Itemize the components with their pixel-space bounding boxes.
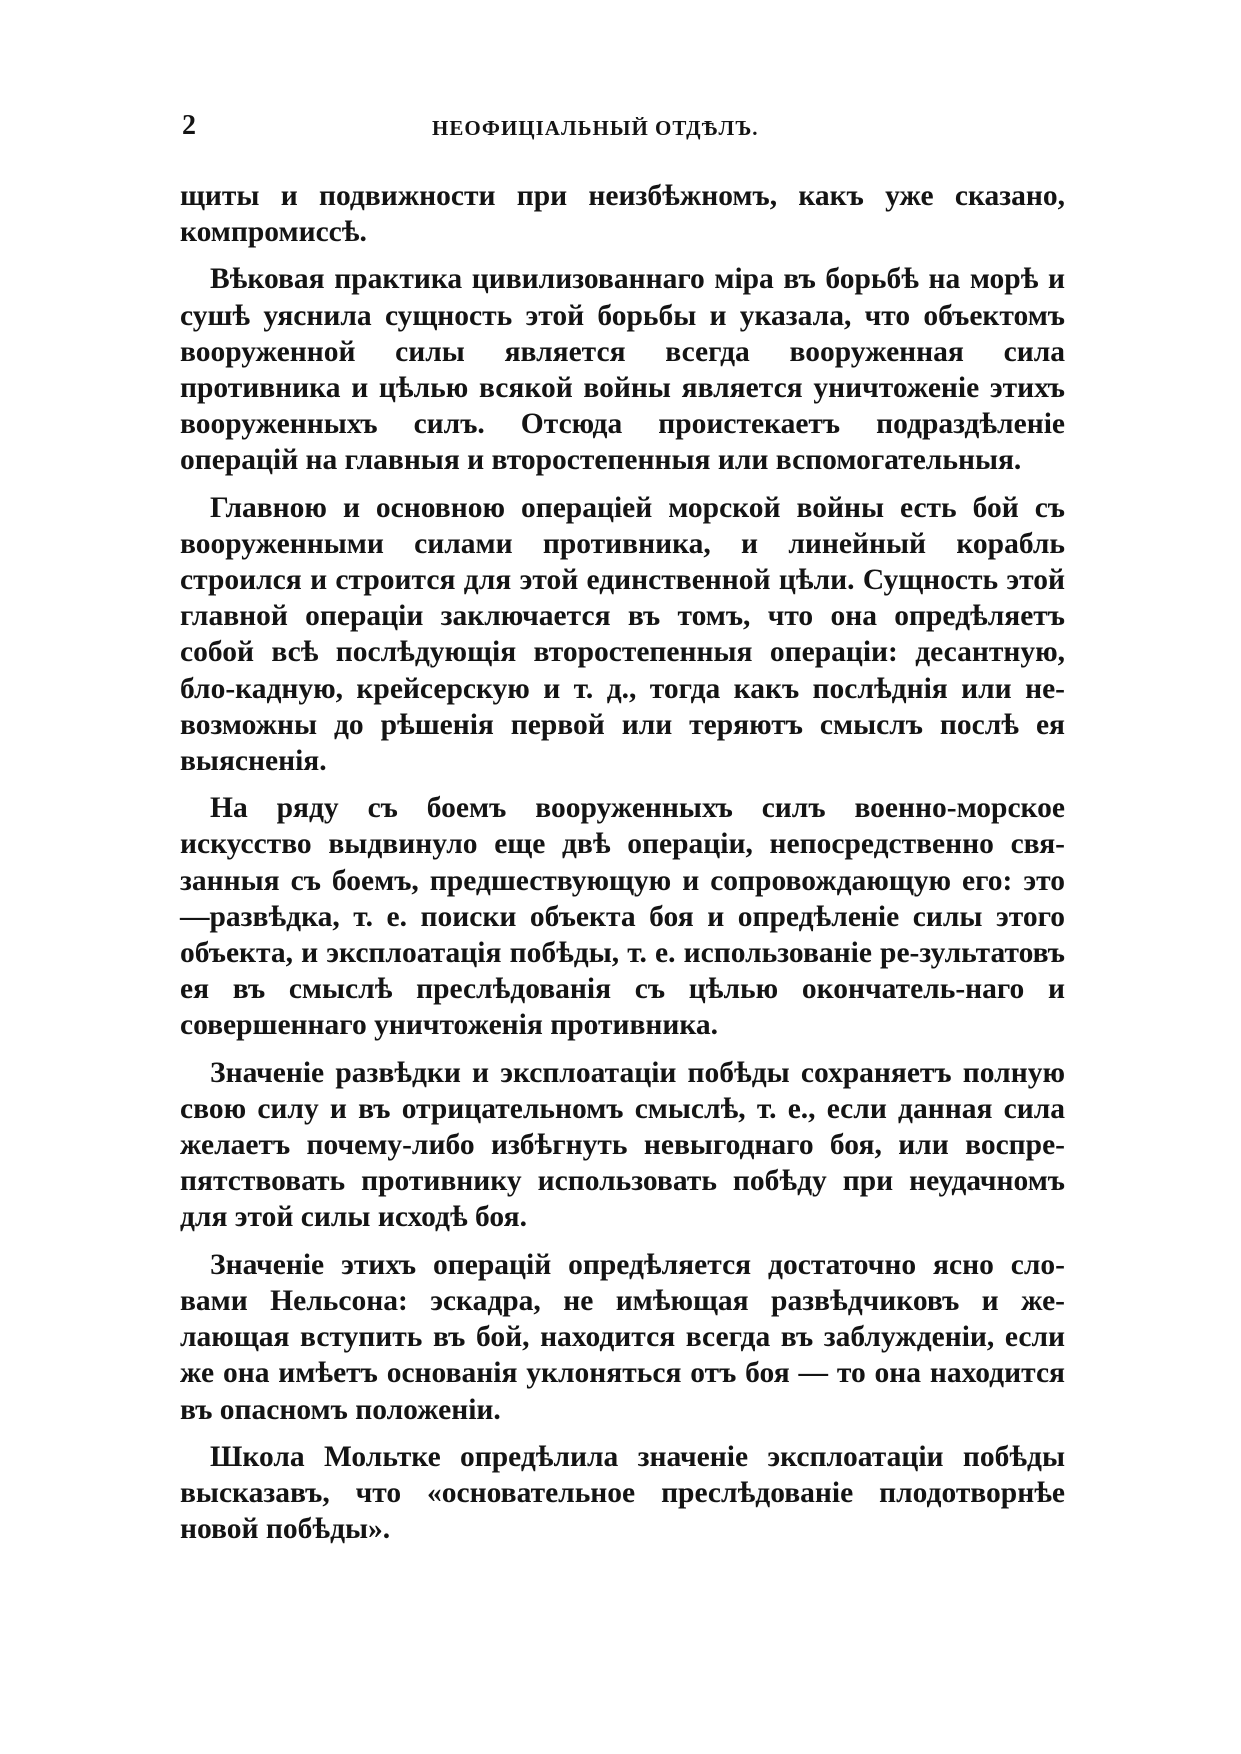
running-title: НЕОФИЦІАЛЬНЫЙ ОТДѢЛЪ. [432,116,759,140]
paragraph: Главною и основною операціей морской войны есть бой съ вооруженными силами противника, и линейный корабль строился и строится для этой единственной цѣли. Сущность этой главной операціи заключается въ томъ, что она опредѣляетъ собой всѣ послѣдующія второстепенныя операціи: десантную, бло-кадную, крейсерскую и т. д., тогда какъ послѣднія или не-возможны до рѣшенія первой или теряютъ смыслъ послѣ ея выясненія. [180,491,1065,778]
body-text [180,178,1065,1558]
paragraph-continuation: щиты и подвижности при неизбѣжномъ, какъ уже сказано, компромиссѣ. [180,180,1065,249]
paragraph: Значеніе развѣдки и эксплоатаціи побѣды сохраняетъ полную свою силу и въ отрицательномъ смыслѣ, т. е., если данная сила желаетъ почему-либо избѣгнуть невыгоднаго боя, или воспре-пятствовать противнику использовать побѣду при неудачномъ для этой силы исходѣ боя. [180,1056,1065,1234]
paragraph: Значеніе этихъ операцій опредѣляется достаточно ясно сло-вами Нельсона: эскадра, не имѣющая развѣдчиковъ и же-лающая вступить въ бой, находится всегда въ заблужденіи, если же она имѣетъ основанія уклоняться отъ боя — то она находится въ опасномъ положеніи. [180,1248,1065,1426]
paragraph: На ряду съ боемъ вооруженныхъ силъ военно-морское искусство выдвинуло еще двѣ операціи, непосредственно свя-занныя съ боемъ, предшествующую и сопровождающую его: это—развѣдка, т. е. поиски объекта боя и опредѣленіе силы этого объекта, и эксплоатація побѣды, т. е. использованіе ре-зультатовъ ея въ смыслѣ преслѣдованія съ цѣлью окончатель-наго и совершеннаго уничтоженія противника. [180,792,1065,1042]
page-header [182,110,1060,150]
paragraph: Школа Мольтке опредѣлила значеніе эксплоатаціи побѣды высказавъ, что «основательное преслѣдованіе плодотворнѣе новой побѣды». [180,1440,1065,1546]
page-number: 2 [182,110,196,141]
paragraph: Вѣковая практика цивилизованнаго міра въ борьбѣ на морѣ и сушѣ уяснила сущность этой борьбы и указала, что объектомъ вооруженной силы является всегда вооруженная сила противника и цѣлью всякой войны является уничтоженіе этихъ вооруженныхъ силъ. Отсюда проистекаетъ подраздѣленіе операцій на главныя и второстепенныя или вспомогательныя. [180,263,1065,477]
